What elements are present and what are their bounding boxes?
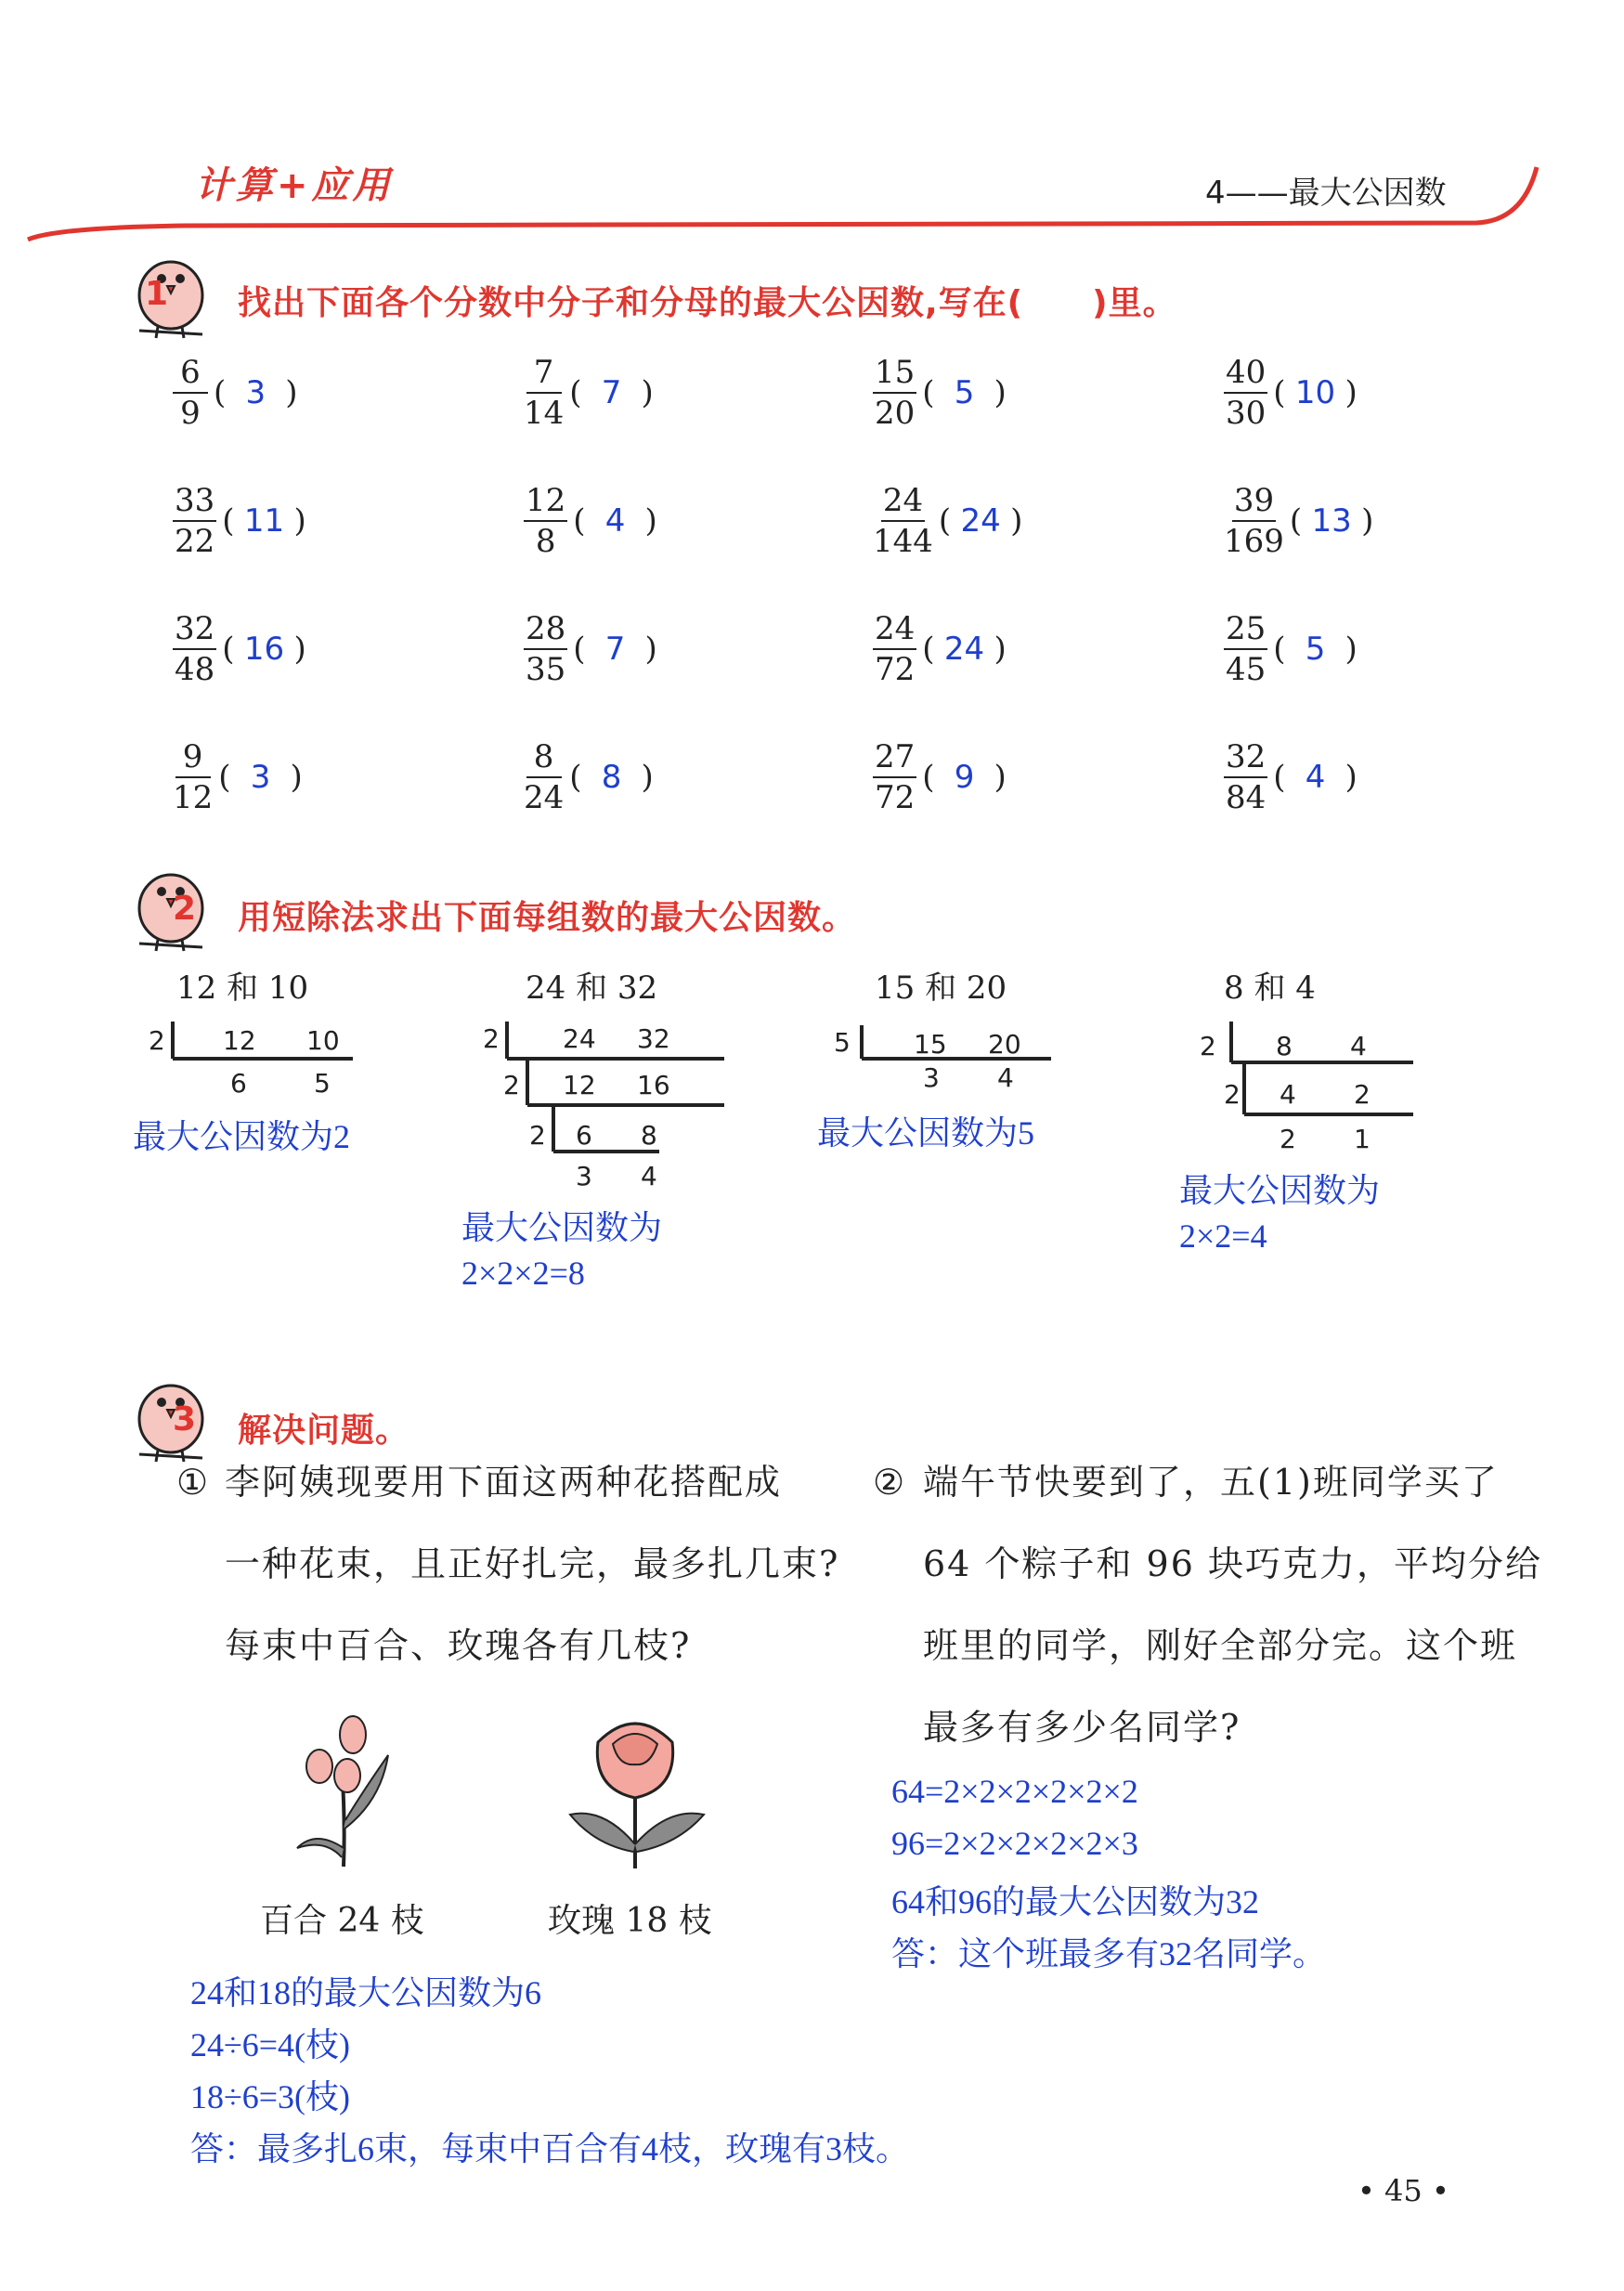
quotient: 4: [1280, 1079, 1296, 1110]
numerator: 32: [1224, 741, 1267, 778]
divisor: 2: [1224, 1079, 1241, 1110]
group-label: 12 和 10: [176, 970, 309, 1007]
numerator: 39: [1232, 485, 1276, 522]
lily-icon: [279, 1709, 409, 1876]
fraction-item: [173, 482, 306, 560]
fraction-item: [873, 482, 1023, 560]
quotient: 5: [314, 1068, 331, 1099]
denominator: 72: [875, 779, 916, 816]
denominator: 9: [180, 395, 201, 432]
gcd-result: 2×2×2=8: [461, 1255, 585, 1292]
q3-number: 3: [173, 1400, 198, 1438]
fraction-item: [173, 354, 298, 432]
quotient: 4: [997, 1062, 1014, 1093]
answer-parens: ( 13 ): [1289, 502, 1374, 540]
q1-number: 1: [145, 275, 170, 313]
fraction-item: [524, 482, 657, 560]
denominator: 24: [524, 779, 565, 816]
fraction: [524, 482, 567, 560]
answer-parens: ( 11 ): [222, 502, 306, 540]
q1-title: 找出下面各个分数中分子和分母的最大公因数,写在( )里。: [238, 284, 1177, 322]
quotient: 3: [923, 1062, 940, 1093]
gcd-answer: 4: [604, 502, 626, 540]
denominator: 14: [524, 395, 565, 432]
gcd-result: 最大公因数为: [1179, 1172, 1381, 1209]
dividend: 15: [914, 1029, 947, 1060]
divisor: 2: [149, 1025, 165, 1056]
divisor: 2: [529, 1120, 546, 1151]
answer-parens: ( 24 ): [922, 631, 1007, 668]
bird-icon: [130, 862, 212, 955]
answer-parens: ( 9 ): [922, 759, 1007, 796]
quotient: 6: [576, 1120, 592, 1151]
fraction: [173, 738, 214, 816]
gcd-answer: 5: [954, 374, 975, 411]
gcd-result: 2×2=4: [1179, 1217, 1267, 1255]
numerator: 12: [524, 485, 567, 522]
problem-1-line: 一种花束，且正好扎完，最多扎几束?: [225, 1543, 840, 1584]
problem-2-line: 班里的同学，刚好全部分完。这个班: [923, 1625, 1518, 1666]
answer-parens: ( 3 ): [218, 759, 303, 796]
fraction: [524, 738, 565, 816]
fraction: [873, 354, 916, 432]
fraction-item: [173, 610, 306, 688]
quotient: 1: [1354, 1124, 1371, 1154]
numerator: 27: [873, 741, 916, 778]
gcd-answer: 7: [601, 374, 622, 411]
denominator: 30: [1226, 395, 1267, 432]
answer-line: 18÷6=3(枝): [190, 2078, 351, 2115]
problem-2-marker: ②: [873, 1462, 907, 1503]
fraction-item: [1224, 738, 1358, 816]
quotient: 4: [641, 1161, 657, 1191]
dividend: 8: [1276, 1031, 1293, 1061]
lily-label: 百合 24 枝: [260, 1902, 424, 1940]
numerator: 32: [173, 613, 216, 650]
quotient: 12: [563, 1070, 596, 1100]
denominator: 22: [175, 523, 215, 560]
answer-parens: ( 7 ): [569, 374, 654, 411]
gcd-answer: 9: [954, 759, 975, 796]
fraction-item: [524, 738, 654, 816]
problem-1-marker: ①: [176, 1462, 211, 1503]
fraction: [524, 354, 565, 432]
dividend: 20: [988, 1029, 1021, 1060]
divisor: 2: [1200, 1031, 1216, 1061]
fraction: [1224, 354, 1267, 432]
gcd-answer: 11: [243, 502, 285, 540]
problem-2-line: 最多有多少名同学?: [923, 1707, 1241, 1748]
divisor: 2: [483, 1023, 500, 1054]
answer-parens: ( 16 ): [222, 631, 306, 668]
gcd-answer: 4: [1305, 759, 1326, 796]
answer-parens: ( 10 ): [1273, 374, 1358, 411]
fraction-item: [873, 738, 1007, 816]
gcd-result: 最大公因数为2: [133, 1118, 351, 1155]
answer-line: 96=2×2×2×2×2×3: [891, 1825, 1138, 1862]
numerator: 6: [173, 357, 208, 394]
gcd-answer: 3: [245, 374, 266, 411]
fraction: [1224, 482, 1284, 560]
gcd-result: 最大公因数为: [461, 1209, 663, 1246]
q3-title: 解决问题。: [238, 1412, 410, 1450]
fraction: [873, 738, 916, 816]
denominator: 144: [873, 523, 933, 560]
denominator: 45: [1226, 651, 1267, 688]
quotient: 16: [637, 1070, 670, 1100]
fraction: [1224, 610, 1267, 688]
fraction: [873, 610, 916, 688]
numerator: 8: [526, 741, 562, 778]
fraction: [173, 482, 216, 560]
answer-line: 24÷6=4(枝): [190, 2026, 351, 2063]
numerator: 15: [873, 357, 916, 394]
gcd-result: 最大公因数为5: [817, 1114, 1035, 1152]
answer-parens: ( 5 ): [922, 374, 1007, 411]
rose-label: 玫瑰 18 枝: [548, 1902, 712, 1940]
denominator: 20: [875, 395, 916, 432]
q2-title: 用短除法求出下面每组数的最大公因数。: [238, 899, 857, 937]
fraction-item: [1224, 482, 1374, 560]
fraction-item: [1224, 354, 1358, 432]
denominator: 84: [1226, 779, 1267, 816]
fraction-item: [524, 354, 654, 432]
group-label: 24 和 32: [526, 970, 658, 1007]
problem-1-line: 每束中百合、玫瑰各有几枝?: [225, 1625, 692, 1666]
denominator: 72: [875, 651, 916, 688]
quotient: 2: [1354, 1079, 1371, 1110]
problem-2-line: 端午节快要到了，五(1)班同学买了: [923, 1462, 1499, 1503]
answer-parens: ( 4 ): [573, 502, 657, 540]
numerator: 7: [526, 357, 562, 394]
divisor: 5: [834, 1027, 851, 1058]
page-number: • 45 •: [1358, 2173, 1449, 2208]
gcd-answer: 13: [1311, 502, 1352, 540]
group-label: 8 和 4: [1224, 970, 1316, 1007]
fraction: [173, 354, 208, 432]
numerator: 24: [873, 613, 916, 650]
group-label: 15 和 20: [875, 970, 1007, 1007]
rose-icon: [557, 1705, 715, 1872]
fraction: [173, 610, 216, 688]
numerator: 40: [1224, 357, 1267, 394]
denominator: 8: [535, 523, 556, 560]
fraction: [1224, 738, 1267, 816]
numerator: 25: [1224, 613, 1267, 650]
divisor: 2: [503, 1070, 520, 1100]
answer-parens: ( 3 ): [214, 374, 298, 411]
dividend: 12: [223, 1025, 256, 1056]
fraction-item: [524, 610, 657, 688]
answer-parens: ( 5 ): [1273, 631, 1358, 668]
answer-line: 64和96的最大公因数为32: [891, 1883, 1260, 1920]
gcd-answer: 24: [960, 502, 1001, 540]
answer-line: 答：最多扎6束，每束中百合有4枝，玫瑰有3枝。: [190, 2130, 910, 2167]
fraction: [873, 482, 933, 560]
gcd-answer: 5: [1305, 631, 1326, 668]
denominator: 48: [175, 651, 215, 688]
problem-1-line: 李阿姨现要用下面这两种花搭配成: [225, 1462, 783, 1503]
denominator: 12: [173, 779, 214, 816]
answer-line: 64=2×2×2×2×2×2: [891, 1773, 1138, 1810]
numerator: 33: [173, 485, 216, 522]
numerator: 24: [881, 485, 925, 522]
answer-parens: ( 7 ): [573, 631, 657, 668]
gcd-answer: 24: [943, 631, 985, 668]
gcd-answer: 16: [243, 631, 285, 668]
quotient: 8: [641, 1120, 657, 1151]
dividend: 32: [637, 1023, 670, 1054]
bird-icon: [130, 249, 212, 342]
answer-parens: ( 4 ): [1273, 759, 1358, 796]
gcd-answer: 8: [601, 759, 622, 796]
gcd-answer: 10: [1294, 374, 1336, 411]
quotient: 2: [1280, 1124, 1296, 1154]
fraction-item: [873, 354, 1007, 432]
answer-parens: ( 24 ): [938, 502, 1023, 540]
fraction: [524, 610, 567, 688]
dividend: 24: [563, 1023, 596, 1054]
gcd-answer: 3: [250, 759, 271, 796]
problem-2-line: 64 个粽子和 96 块巧克力，平均分给: [923, 1543, 1542, 1584]
dividend: 10: [306, 1025, 340, 1056]
quotient: 3: [576, 1161, 592, 1191]
answer-parens: ( 8 ): [569, 759, 654, 796]
denominator: 169: [1224, 523, 1284, 560]
denominator: 35: [526, 651, 566, 688]
quotient: 6: [230, 1068, 247, 1099]
answer-line: 24和18的最大公因数为6: [190, 1974, 542, 2011]
q2-number: 2: [173, 890, 198, 928]
fraction-item: [873, 610, 1007, 688]
fraction-item: [173, 738, 303, 816]
answer-line: 答：这个班最多有32名同学。: [891, 1935, 1327, 1972]
numerator: 28: [524, 613, 567, 650]
fraction-item: [1224, 610, 1358, 688]
section-label: 计算+应用: [195, 164, 394, 207]
dividend: 4: [1350, 1031, 1367, 1061]
gcd-answer: 7: [604, 631, 626, 668]
chapter-title: 4——最大公因数: [1205, 175, 1447, 212]
numerator: 9: [175, 741, 211, 778]
